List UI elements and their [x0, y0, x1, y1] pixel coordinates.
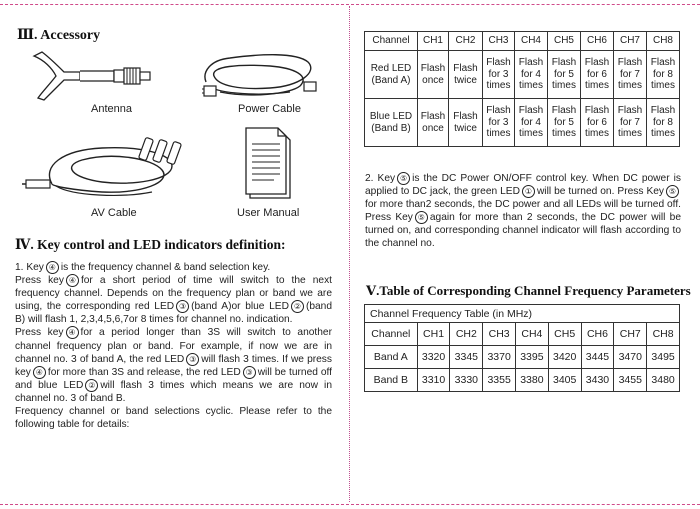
red-led-row	[365, 51, 680, 99]
frequency-cell: 3320	[417, 346, 450, 369]
key4-long-press: Press key ④ for a period longer than 3S will switch to another channel frequency plan or band. For example, if now we are in channel no. 3 of band A, the red LED ③ will flash 3 times. If we press key ④ for more than 3S and release, the red LED ③ will be turned off and blue LED ② will flash 3 times which means we are now in channel no. 3 of band B.	[15, 327, 333, 404]
led-cell: Flash for 5 times	[548, 99, 581, 147]
header-cell: CH3	[483, 32, 515, 51]
led-number-badge: ②	[85, 379, 98, 392]
key-number-badge: ④	[66, 274, 79, 287]
header-cell: CH8	[647, 323, 680, 346]
header-cell: CH3	[483, 323, 516, 346]
header-cell: CH8	[647, 32, 680, 51]
frequency-cell: 3430	[581, 369, 614, 392]
frequency-cell: 3445	[581, 346, 614, 369]
header-cell: Channel	[365, 32, 418, 51]
led-cell: Flash for 3 times	[483, 99, 515, 147]
frequency-cell: 3480	[647, 369, 680, 392]
frequency-cell: 3395	[516, 346, 549, 369]
av-cable-label: AV Cable	[91, 207, 137, 219]
led-indicator-table	[364, 31, 680, 147]
header-cell: CH7	[614, 32, 647, 51]
key5-description: 2. Key ⑤ is the DC Power ON/OFF control key. When DC power is applied to DC jack, the green LED ① will be turned on. Press Key ⑤for more than2 seconds, the DC power and all LEDs will be turned off. Press Key ⑤ again for more than 2 seconds, the DC power will be turned on, and corresponding channel indicator will flash according to the channel no.	[365, 173, 681, 250]
header-cell: CH4	[515, 32, 548, 51]
accessory-heading: Ⅲ. Accessory	[17, 28, 101, 43]
led-cell: Flash twice	[449, 51, 483, 99]
page-divider	[349, 6, 350, 502]
frequency-table-caption: Channel Frequency Table (in MHz)	[365, 305, 680, 323]
led-number-badge: ③	[186, 353, 199, 366]
key4-description	[15, 261, 332, 431]
frequency-cell: 3330	[450, 369, 483, 392]
led-cell: Flash for 3 times	[483, 51, 515, 99]
header-cell: CH6	[581, 323, 614, 346]
row-label: Red LED (Band A)	[365, 51, 418, 99]
led-number-badge: ③	[243, 366, 256, 379]
antenna-label: Antenna	[91, 103, 132, 115]
key4-short-press: Press key ④ for a short period of time will switch to the next frequency channel. Depends on the frequency plan or band we are using, the corresponding red LED ③ (band A)or blue LED ② (band B) will flash 1, 2,3,4,5,6,7or 8 times for channel no. indication.	[15, 275, 333, 326]
header-cell: CH4	[516, 323, 549, 346]
frequency-cell: 3370	[483, 346, 516, 369]
frequency-cell: 3345	[450, 346, 483, 369]
key-number-badge: ④	[33, 366, 46, 379]
led-number-badge: ③	[176, 300, 189, 313]
led-cell: Flash twice	[449, 99, 483, 147]
led-table-header	[365, 32, 680, 51]
led-cell: Flash once	[418, 99, 449, 147]
led-cell: Flash for 8 times	[647, 99, 680, 147]
led-cell: Flash for 7 times	[614, 99, 647, 147]
led-cell: Flash for 6 times	[581, 51, 614, 99]
frequency-cell: 3380	[516, 369, 549, 392]
key-control-heading: Ⅳ. Key control and LED indicators definition:	[15, 237, 286, 252]
page-border-top	[0, 4, 700, 5]
led-number-badge: ②	[291, 300, 304, 313]
led-cell: Flash for 8 times	[647, 51, 680, 99]
header-cell: CH7	[614, 323, 647, 346]
frequency-cell: 3310	[417, 369, 450, 392]
frequency-cell: 3355	[483, 369, 516, 392]
header-cell: CH6	[581, 32, 614, 51]
frequency-table-header	[365, 323, 680, 346]
av-cable-icon	[22, 136, 192, 204]
header-cell: CH2	[450, 323, 483, 346]
frequency-table	[364, 304, 680, 392]
key-number-badge: ④	[66, 326, 79, 339]
header-cell: CH2	[449, 32, 483, 51]
header-cell: Channel	[365, 323, 418, 346]
frequency-cell: 3455	[614, 369, 647, 392]
band-b-row	[365, 369, 680, 392]
power-cable-icon	[200, 46, 320, 104]
frequency-table-caption-row	[365, 305, 680, 323]
led-cell: Flash for 4 times	[515, 99, 548, 147]
header-cell: CH5	[548, 323, 581, 346]
user-manual-label: User Manual	[237, 207, 300, 219]
header-cell: CH1	[418, 32, 449, 51]
led-cell: Flash for 5 times	[548, 51, 581, 99]
band-a-row	[365, 346, 680, 369]
key4-cyclic-note: Frequency channel or band selections cyclic. Please refer to the following table for details:	[15, 406, 332, 431]
row-label: Blue LED (Band B)	[365, 99, 418, 147]
header-cell: CH1	[417, 323, 450, 346]
blue-led-row	[365, 99, 680, 147]
led-cell: Flash for 4 times	[515, 51, 548, 99]
led-cell: Flash for 7 times	[614, 51, 647, 99]
row-label: Band B	[365, 369, 418, 392]
led-number-badge: ①	[522, 185, 535, 198]
frequency-cell: 3420	[548, 346, 581, 369]
header-cell: CH5	[548, 32, 581, 51]
frequency-table-heading: Ⅴ.Table of Corresponding Channel Frequency Parameters	[366, 283, 691, 298]
led-cell: Flash for 6 times	[581, 99, 614, 147]
user-manual-icon	[244, 126, 296, 204]
frequency-cell: 3405	[548, 369, 581, 392]
power-cable-label: Power Cable	[238, 103, 301, 115]
row-label: Band A	[365, 346, 418, 369]
led-cell: Flash once	[418, 51, 449, 99]
page-border-bottom	[0, 504, 700, 505]
key-number-badge: ⑤	[666, 185, 679, 198]
frequency-cell: 3495	[647, 346, 680, 369]
key-number-badge: ⑤	[415, 211, 428, 224]
key-number-badge: ④	[46, 261, 59, 274]
key4-line1: 1. Key ④ is the frequency channel & band selection key.	[15, 262, 271, 273]
frequency-cell: 3470	[614, 346, 647, 369]
key-number-badge: ⑤	[397, 172, 410, 185]
antenna-icon	[30, 50, 160, 102]
